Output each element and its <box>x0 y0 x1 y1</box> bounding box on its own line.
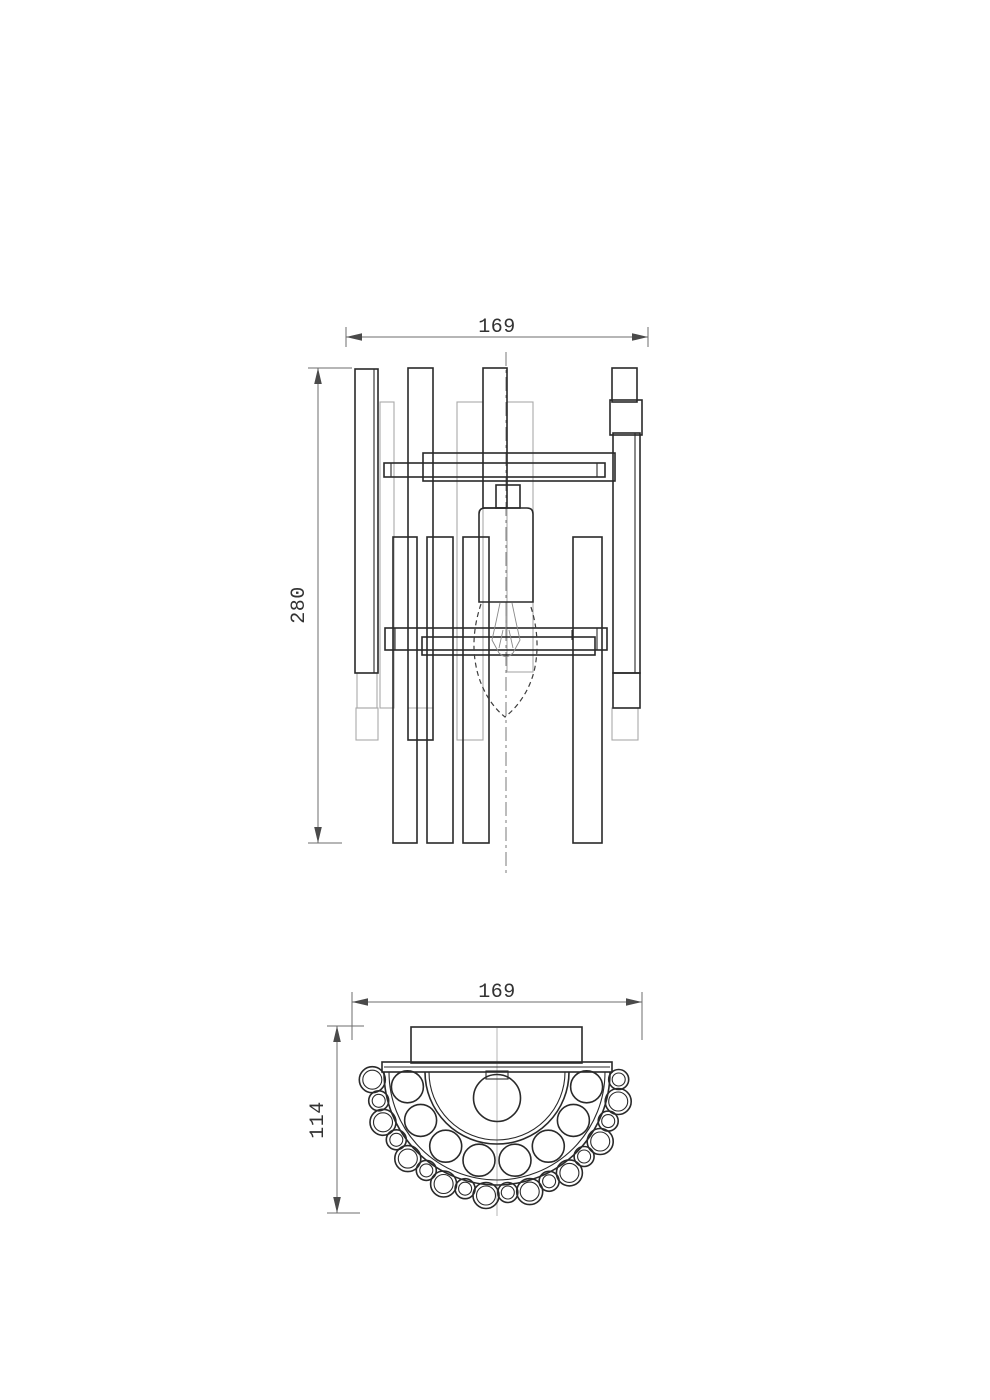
bead-inner <box>578 1150 591 1163</box>
crystal-ball <box>532 1130 564 1162</box>
bead-inner <box>543 1175 556 1188</box>
front-upper-rails <box>384 453 615 481</box>
bead-inner <box>477 1186 496 1205</box>
front-lower-rods <box>393 537 602 843</box>
bead-inner <box>459 1182 472 1195</box>
bead-inner <box>609 1092 628 1111</box>
front-width-label: 169 <box>478 316 516 339</box>
crystal-ball <box>405 1104 437 1136</box>
bead-inner <box>398 1149 417 1168</box>
crystal-ball <box>557 1104 589 1136</box>
bead-inner <box>602 1115 615 1128</box>
bead-inner <box>612 1073 625 1086</box>
bottom-width-label: 169 <box>478 981 516 1004</box>
bead-inner <box>434 1175 453 1194</box>
bead-inner <box>520 1182 539 1201</box>
bead-inner <box>560 1163 579 1182</box>
bead-inner <box>420 1164 433 1177</box>
bottom-depth-dimension <box>307 1026 364 1213</box>
filament <box>492 603 520 657</box>
front-height-label: 280 <box>288 586 311 624</box>
bead-inner <box>372 1094 385 1107</box>
front-width-dimension <box>346 316 648 347</box>
crystal-ball <box>499 1144 531 1176</box>
bead-fringe <box>359 1067 631 1209</box>
crystal-ball <box>391 1071 423 1103</box>
bead-inner <box>591 1132 610 1151</box>
front-rods <box>355 368 642 740</box>
bead-inner <box>501 1186 514 1199</box>
bottom-view <box>307 981 642 1216</box>
crystal-ball <box>571 1071 603 1103</box>
bead-inner <box>363 1070 382 1089</box>
bead-inner <box>374 1113 393 1132</box>
bead-inner <box>390 1133 403 1146</box>
crystal-ball <box>430 1130 462 1162</box>
front-height-dimension <box>288 368 352 843</box>
front-view <box>288 316 648 873</box>
crystal-ball <box>463 1144 495 1176</box>
bottom-depth-label: 114 <box>307 1101 330 1139</box>
